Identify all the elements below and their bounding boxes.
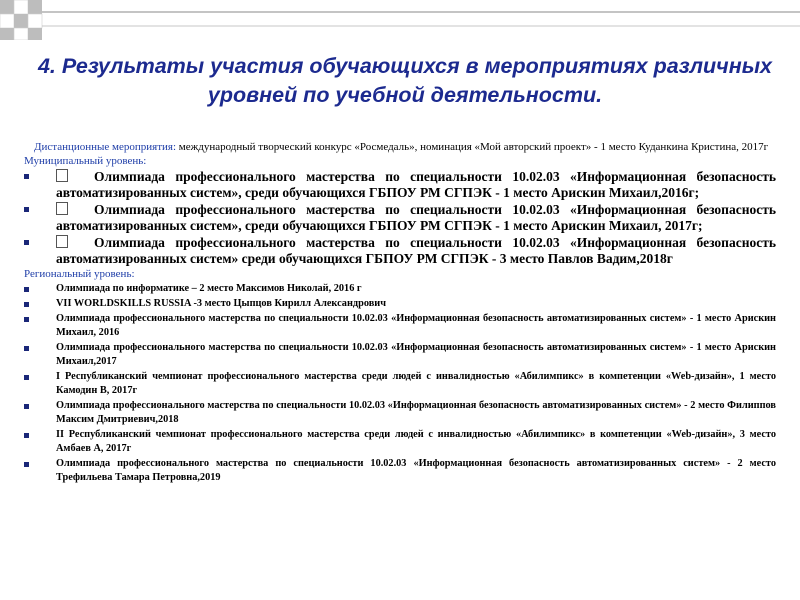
distance-text: международный творческий конкурс «Росмедаль», номинация «Мой авторский проект» - 1 место Куданкина Кристина, 2017г (178, 141, 769, 153)
municipal-label: Муниципальный уровень: (24, 155, 147, 167)
bullet-icon (24, 404, 29, 409)
regional-item (24, 370, 776, 398)
bullet-icon (24, 207, 29, 212)
municipal-item-text: Олимпиада профессионального мастерства по специальности 10.02.03 «Информационная безопасность автоматизированных систем», среди обучающихся ГБПОУ РМ СГПЭК - 1 место Арискин Михаил,2016г; (56, 169, 776, 200)
regional-item-text: Олимпиада профессионального мастерства по специальности 10.02.03 «Информационная безопасность автоматизированных систем» - 2 место Трефильева Тамара Петровна,2019 (56, 458, 776, 483)
bullet-icon (24, 462, 29, 467)
bullet-icon (24, 240, 29, 245)
regional-item (24, 297, 776, 311)
municipal-item (24, 169, 776, 201)
municipal-item (24, 202, 776, 234)
regional-item (24, 341, 776, 369)
checkbox-glyph-icon (56, 235, 68, 248)
regional-item-text: Олимпиада профессионального мастерства по специальности 10.02.03 «Информационная безопасность автоматизированных систем» - 2 место Филиппов Максим Дмитриевич,2018 (56, 400, 776, 425)
regional-item-text: Олимпиада по информатике – 2 место Максимов Николай, 2016 г (56, 283, 362, 294)
regional-item (24, 428, 776, 456)
slide-content (24, 140, 776, 485)
bullet-icon (24, 346, 29, 351)
regional-item (24, 282, 776, 296)
regional-item-text: Олимпиада профессионального мастерства по специальности 10.02.03 «Информационная безопасность автоматизированных систем» - 1 место Арискин Михаил, 2016 (56, 313, 776, 338)
municipal-item-text: Олимпиада профессионального мастерства по специальности 10.02.03 «Информационная безопасность автоматизированных систем» среди обучающихся ГБПОУ РМ СГПЭК - 3 место Павлов Вадим,2018г (56, 235, 776, 266)
regional-item (24, 457, 776, 485)
bullet-icon (24, 174, 29, 179)
regional-item-text: I Республиканский чемпионат профессионального мастерства среди людей с инвалидностью «Абилимпикс» в компетенции «Web-дизайн», 1 место Камодин В, 2017г (56, 371, 776, 396)
bullet-icon (24, 375, 29, 380)
bullet-icon (24, 317, 29, 322)
bullet-icon (24, 302, 29, 307)
bullet-icon (24, 287, 29, 292)
distance-label: Дистанционные мероприятия: (34, 141, 179, 153)
bullet-icon (24, 433, 29, 438)
decorative-grid (0, 0, 800, 40)
regional-item (24, 399, 776, 427)
slide-title: 4. Результаты участия обучающихся в мероприятиях различных уровней по учебной деятельности. (37, 54, 773, 107)
regional-item (24, 312, 776, 340)
distance-events (24, 140, 776, 154)
checkbox-glyph-icon (56, 169, 68, 182)
regional-item-text: Олимпиада профессионального мастерства по специальности 10.02.03 «Информационная безопасность автоматизированных систем» - 1 место Арискин Михаил,2017 (56, 342, 776, 367)
regional-item-text: II Республиканский чемпионат профессионального мастерства среди людей с инвалидностью «Абилимпикс» в компетенции «Web-дизайн», 3 место Амбаев А, 2017г (56, 429, 776, 454)
municipal-item-text: Олимпиада профессионального мастерства по специальности 10.02.03 «Информационная безопасность автоматизированных систем», среди обучающихся ГБПОУ РМ СГПЭК - 1 место Арискин Михаил, 2017г; (56, 202, 776, 233)
regional-item-text: VII WORLDSKILLS RUSSIA -3 место Цыпцов Кирилл Александрович (56, 298, 387, 309)
checkbox-glyph-icon (56, 202, 68, 215)
regional-label: Региональный уровень: (24, 268, 135, 280)
municipal-item (24, 235, 776, 267)
